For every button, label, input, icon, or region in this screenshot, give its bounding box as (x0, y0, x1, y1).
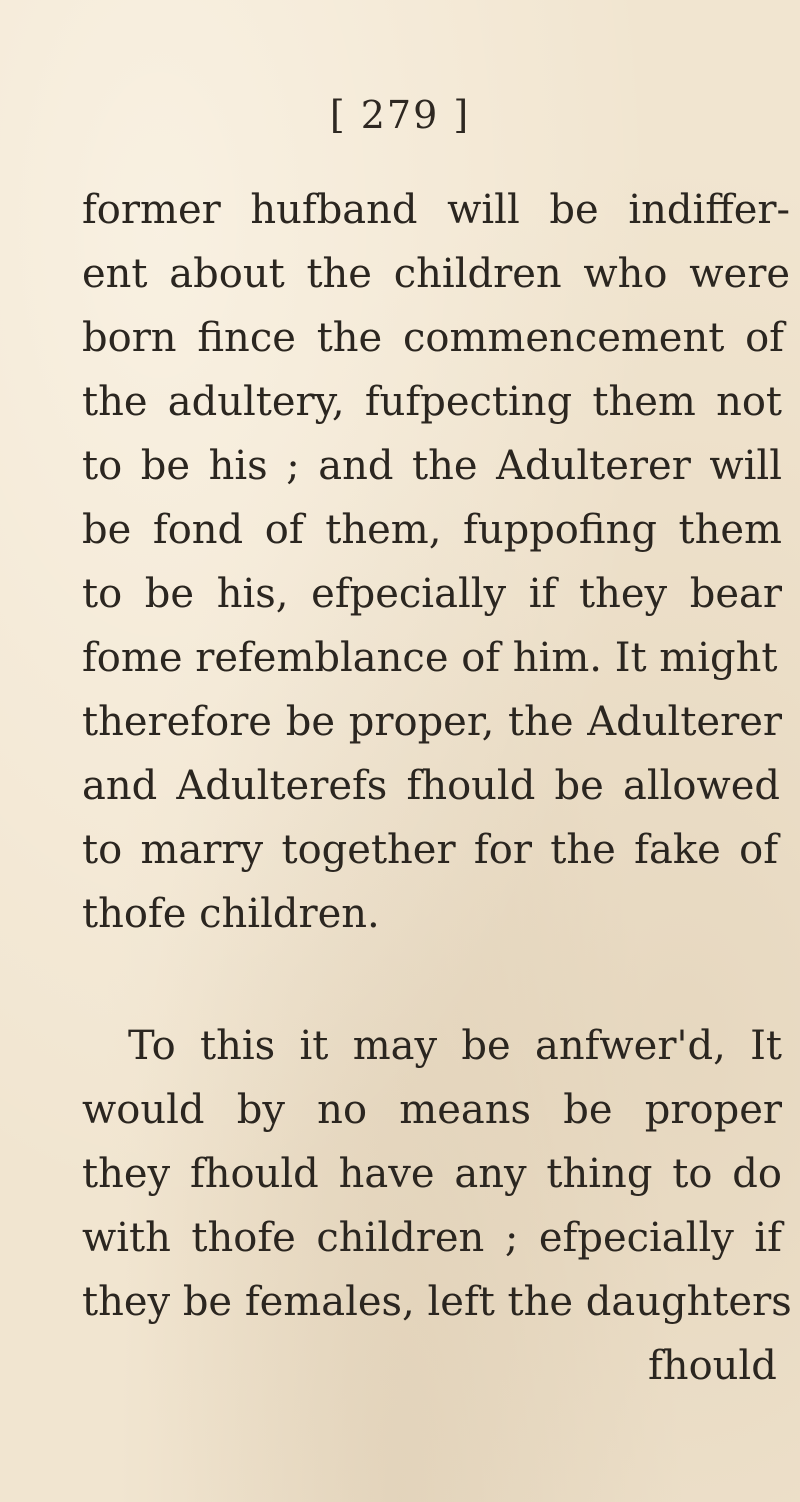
page-number-header: [ 279 ] (329, 93, 471, 137)
text-line: to be his, efpecially if they bear (82, 571, 782, 617)
catchword: fhould (648, 1343, 777, 1389)
text-line: former hufband will be indiffer- (82, 187, 790, 233)
text-line: therefore be proper, the Adulterer (82, 699, 782, 745)
text-line: to be his ; and the Adulterer will (82, 443, 782, 489)
text-line: with thofe children ; efpecially if (82, 1215, 782, 1261)
text-line: would by no means be proper (82, 1087, 782, 1133)
text-line: be fond of them, fuppofing them (82, 507, 782, 553)
text-line: they be females, left the daughters (82, 1279, 792, 1325)
text-line: ent about the children who were (82, 251, 790, 297)
text-line: and Adulterefs fhould be allowed (82, 763, 780, 809)
text-line: fome refemblance of him. It might (82, 635, 778, 681)
text-line: To this it may be anfwer'd, It (128, 1023, 782, 1069)
text-line: to marry together for the fake of (82, 827, 778, 873)
text-line: thofe children. (82, 891, 380, 937)
text-line: the adultery, fufpecting them not (82, 379, 782, 425)
text-line: born fince the commencement of (82, 315, 784, 361)
text-line: they fhould have any thing to do (82, 1151, 782, 1197)
